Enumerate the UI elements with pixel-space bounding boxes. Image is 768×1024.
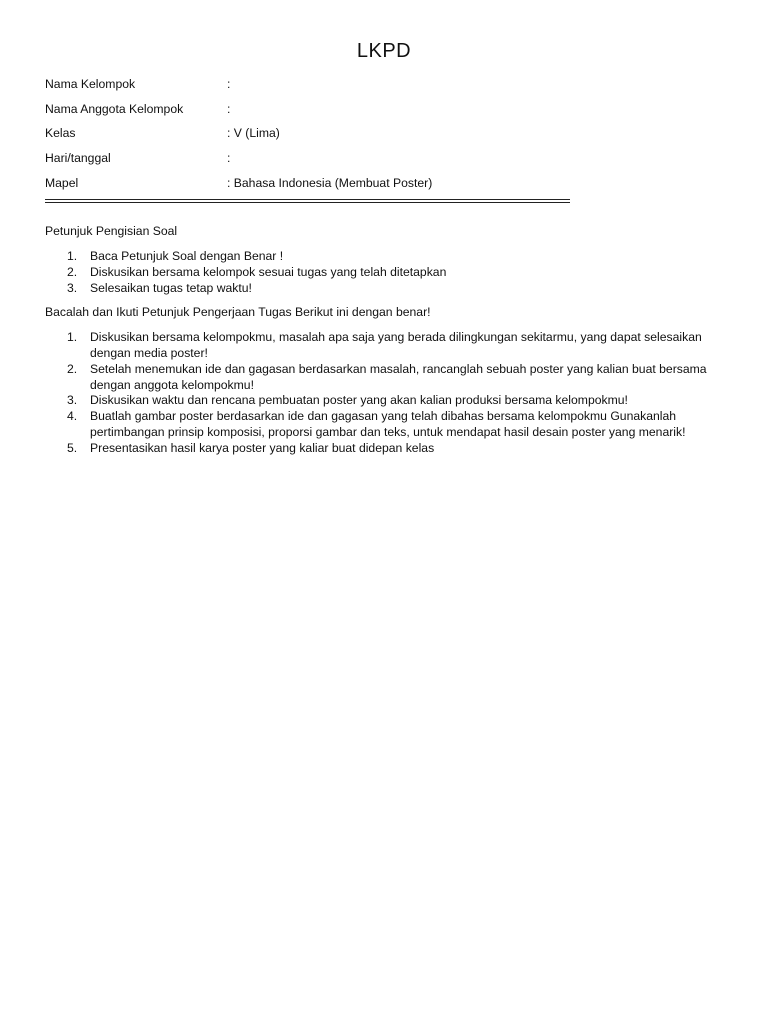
info-row-nama-kelompok [45,75,585,93]
list-item-number: 3. [67,393,78,407]
info-value: : [227,77,231,91]
list-item-text: Setelah menemukan ide dan gagasan berdasarkan masalah, rancanglah sebuah poster yang kalian buat bersama dengan anggota kelompokmu! [90,362,707,392]
list-item-text: Diskusikan bersama kelompokmu, masalah apa saja yang berada dilingkungan sekitarmu, yang dapat selesaikan dengan media poster! [90,330,702,360]
info-value: : [227,151,231,165]
info-row-hari-tanggal [45,149,585,167]
info-value: : V (Lima) [227,126,280,140]
info-label: Hari/tanggal [45,151,111,165]
divider-line-bottom [45,202,570,203]
info-row-kelas [45,124,585,142]
document-title: LKPD [356,40,412,62]
info-label: Kelas [45,126,76,140]
info-value: : Bahasa Indonesia (Membuat Poster) [227,176,433,190]
info-value: : [227,102,231,116]
list-item-number: 1. [67,249,78,263]
list-item-text: Diskusikan waktu dan rencana pembuatan poster yang akan kalian produksi bersama kelompokmu! [90,393,628,407]
info-label: Nama Anggota Kelompok [45,102,184,116]
list-item-text: Baca Petunjuk Soal dengan Benar ! [90,249,284,263]
instructions-heading: Petunjuk Pengisian Soal [45,224,178,238]
divider-line-top [45,199,570,200]
list-item-number: 2. [67,265,78,279]
info-row-nama-anggota [45,100,585,118]
list-item-number: 1. [67,330,78,344]
list-item-number: 4. [67,409,78,423]
list-item-number: 2. [67,362,78,376]
list-item-text: Presentasikan hasil karya poster yang kaliar buat didepan kelas [90,441,435,455]
list-item-text: Buatlah gambar poster berdasarkan ide dan gagasan yang telah dibahas bersama kelompokmu Gunakanlah pertimbangan prinsip komposisi, proporsi gambar dan teks, untuk mendapat hasil desain poster yang menarik! [90,409,686,439]
info-row-mapel [45,174,585,192]
list-item-number: 5. [67,441,78,455]
info-label: Mapel [45,176,79,190]
list-item-text: Diskusikan bersama kelompok sesuai tugas yang telah ditetapkan [90,265,447,279]
list-item-text: Selesaikan tugas tetap waktu! [90,281,252,295]
task-heading: Bacalah dan Ikuti Petunjuk Pengerjaan Tugas Berikut ini dengan benar! [45,305,431,319]
list-item-number: 3. [67,281,78,295]
info-label: Nama Kelompok [45,77,136,91]
